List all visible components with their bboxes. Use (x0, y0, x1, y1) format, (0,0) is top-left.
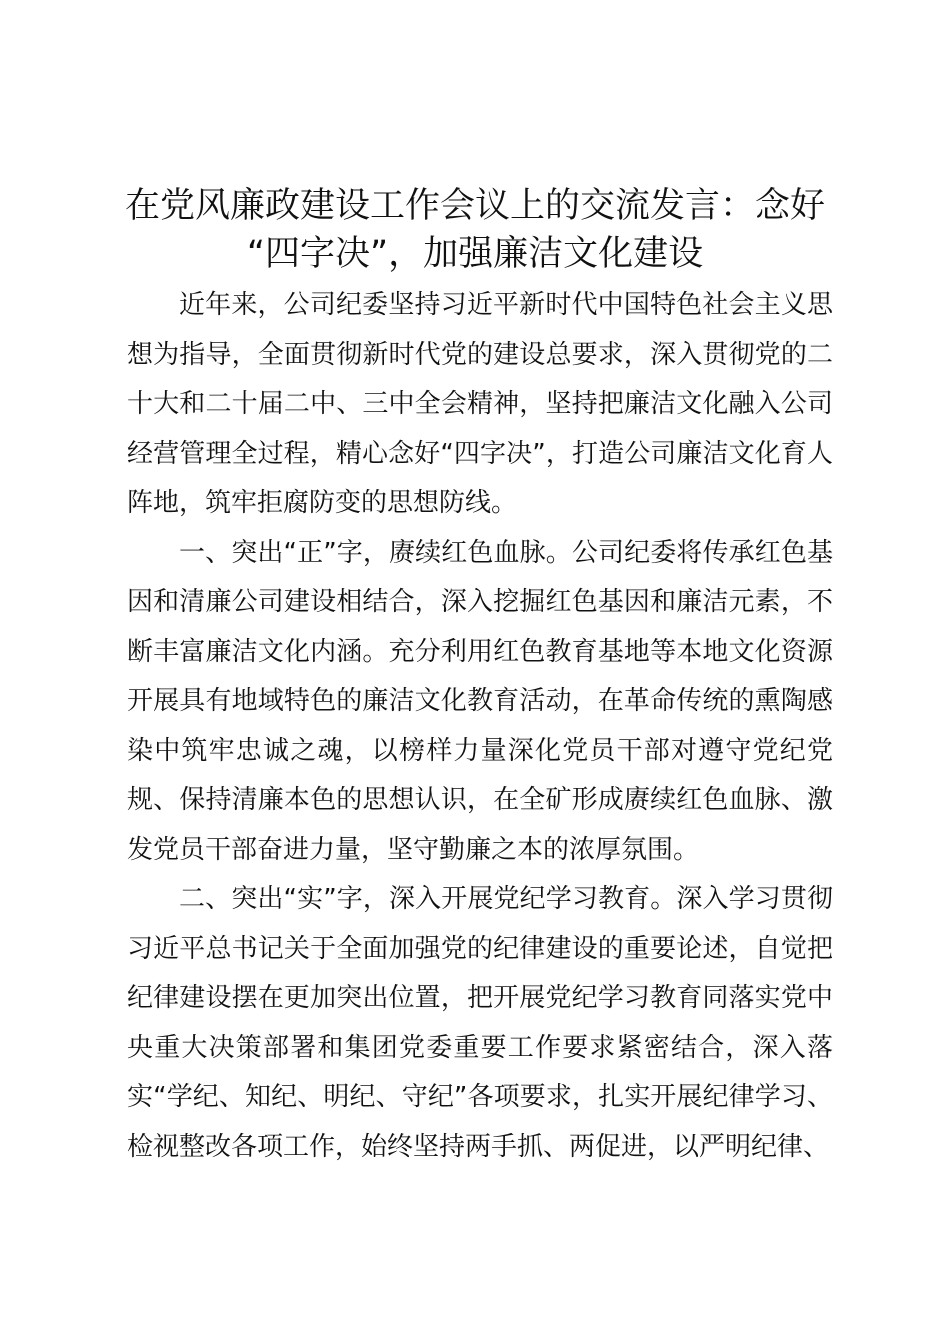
paragraph-section-2: 二、突出“实”字，深入开展党纪学习教育。深入学习贯彻习近平总书记关于全面加强党的纪律建设的重要论述，自觉把纪律建设摆在更加突出位置，把开展党纪学习教育同落实党中央重大决策部署和集团党委重要工作要求紧密结合，深入落实“学纪、知纪、明纪、守纪”各项要求，扎实开展纪律学习、检视整改各项工作，始终坚持两手抓、两促进，以严明纪律、 (127, 884, 833, 1162)
document-body (127, 281, 833, 1172)
document-title (100, 182, 850, 278)
paragraph-intro: 近年来，公司纪委坚持习近平新时代中国特色社会主义思想为指导，全面贯彻新时代党的建设总要求，深入贯彻党的二十大和二十届二中、三中全会精神，坚持把廉洁文化融入公司经营管理全过程，精心念好“四字决”，打造公司廉洁文化育人阵地，筑牢拒腐防变的思想防线。 (127, 290, 833, 518)
title-line-2: “四字决”，加强廉洁文化建设 (246, 234, 704, 274)
title-line-1: 在党风廉政建设工作会议上的交流发言：念好 (124, 186, 825, 226)
paragraph-section-1: 一、突出“正”字，赓续红色血脉。公司纪委将传承红色基因和清廉公司建设相结合，深入挖掘红色基因和廉洁元素，不断丰富廉洁文化内涵。充分利用红色教育基地等本地文化资源开展具有地域特色的廉洁文化教育活动，在革命传统的熏陶感染中筑牢忠诚之魂，以榜样力量深化党员干部对遵守党纪党规、保持清廉本色的思想认识，在全矿形成赓续红色血脉、激发党员干部奋进力量，坚守勤廉之本的浓厚氛围。 (127, 537, 833, 865)
